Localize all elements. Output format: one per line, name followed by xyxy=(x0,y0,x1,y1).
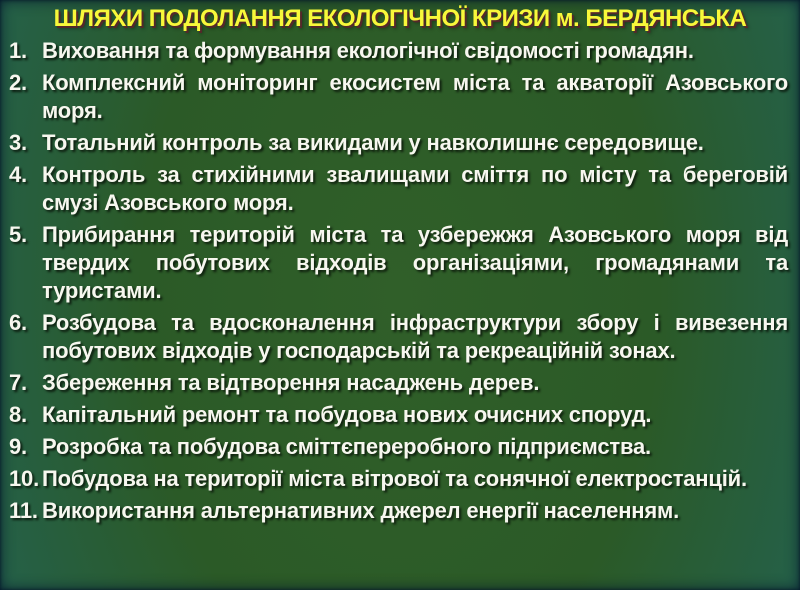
item-number: 9. xyxy=(9,434,27,459)
item-text: Розробка та побудова сміттєпереробного підприємства. xyxy=(42,434,651,459)
slide-title: ШЛЯХИ ПОДОЛАННЯ ЕКОЛОГІЧНОЇ КРИЗИ м. БЕРДЯНСЬКА xyxy=(53,5,747,32)
item-number: 10. xyxy=(9,466,39,491)
item-text: Побудова на території міста вітрової та сонячної електростанцій. xyxy=(42,466,747,491)
item-number: 6. xyxy=(9,310,27,335)
action-list xyxy=(0,37,800,525)
item-text: Використання альтернативних джерел енергії населенням. xyxy=(42,498,680,523)
item-number: 8. xyxy=(9,402,27,427)
list-item xyxy=(9,369,788,397)
item-number: 7. xyxy=(9,370,27,395)
list-item xyxy=(9,37,788,65)
item-text: Виховання та формування екологічної свідомості громадян. xyxy=(42,38,694,63)
item-number: 4. xyxy=(9,162,27,187)
item-number: 11. xyxy=(9,498,38,523)
list-item xyxy=(9,129,788,157)
list-item xyxy=(9,161,788,217)
item-number: 3. xyxy=(9,130,27,155)
item-text: Комплексний моніторинг екосистем міста та акваторії Азовського моря. xyxy=(42,70,788,123)
item-text: Прибирання територій міста та узбережжя Азовського моря від твердих побутових відходів організаціями, громадянами та туристами. xyxy=(42,222,788,303)
item-text: Тотальний контроль за викидами у навколишнє середовище. xyxy=(42,130,704,155)
item-text: Розбудова та вдосконалення інфраструктури збору і вивезення побутових відходів у господарській та рекреаційній зонах. xyxy=(42,310,788,363)
list-item xyxy=(9,401,788,429)
list-item xyxy=(9,309,788,365)
item-number: 2. xyxy=(9,70,27,95)
list-item xyxy=(9,69,788,125)
item-number: 1. xyxy=(9,38,27,63)
list-item xyxy=(9,221,788,305)
item-number: 5. xyxy=(9,222,27,247)
item-text: Капітальний ремонт та побудова нових очисних споруд. xyxy=(42,402,652,427)
list-item xyxy=(9,497,788,525)
item-text: Контроль за стихійними звалищами сміття по місту та береговій смузі Азовського моря. xyxy=(42,162,788,215)
item-text: Збереження та відтворення насаджень дерев. xyxy=(42,370,540,395)
list-item xyxy=(9,433,788,461)
list-item xyxy=(9,465,788,493)
